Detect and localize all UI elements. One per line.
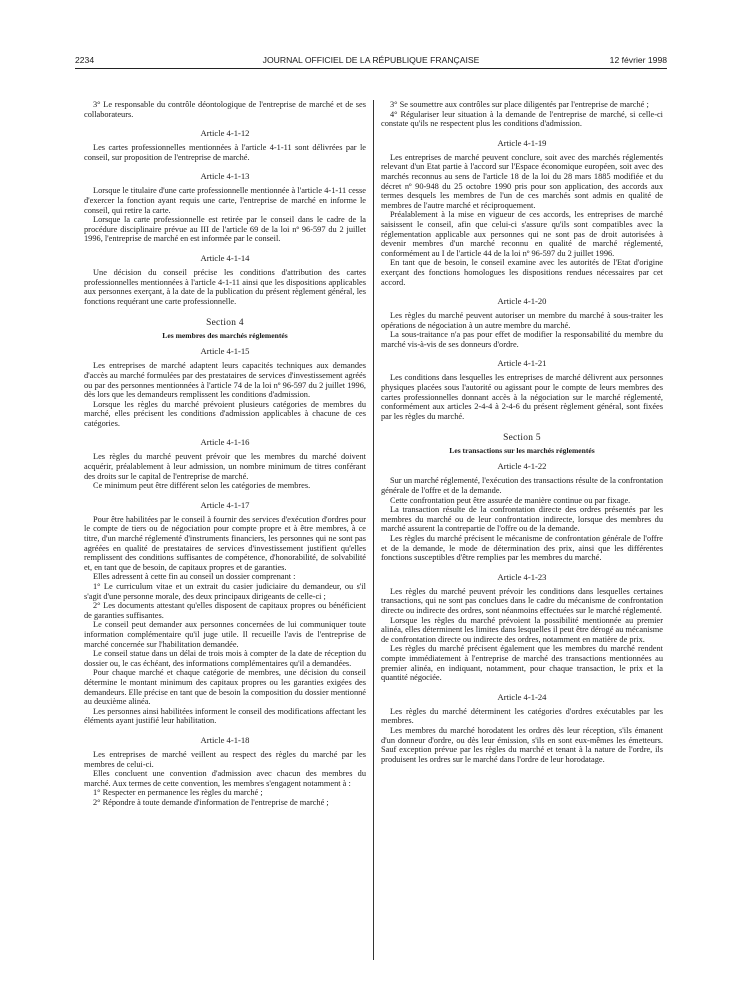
paragraph: Elles concluent une convention d'admission avec chacun des membres du marché. Aux termes de cette convention, les membres s'engagent notamment à : [84, 769, 366, 788]
paragraph: 1° Le curriculum vitae et un extrait du casier judiciaire du demandeur, ou s'il s'agit d'une personne morale, des deux principaux dirigeants de celle-ci ; [84, 582, 366, 601]
paragraph: Les entreprises de marché peuvent conclure, soit avec des marchés réglementés relevant d'un Etat partie à l'accord sur l'Espace économique européen, soit avec des marchés reconnus au sens de l'article 18 de la loi du 28 mars 1885 modifiée et du décret nº 90-948 du 25 octobre 1990 pris pour son application, des accords aux termes desquels les membres de l'un de ces marchés sont admis en qualité de membres de l'autre marché et réciproquement. [381, 152, 663, 210]
paragraph: 3° Se soumettre aux contrôles sur place diligentés par l'entreprise de marché ; [390, 100, 649, 109]
paragraph: 2° Les documents attestant qu'elles disposent de capitaux propres ou bénéficient de garanties suffisantes. [84, 601, 366, 620]
paragraph: Le conseil statue dans un délai de trois mois à compter de la date de réception du dossier ou, le cas échéant, des informations complémentaires qu'il a demandées. [84, 649, 366, 668]
article-title: Article 4-1-22 [497, 461, 547, 472]
section-title: Section 5 [503, 433, 541, 444]
article-title: Article 4-1-15 [200, 346, 250, 357]
section-subtitle: Les transactions sur les marchés réglementés [449, 446, 595, 456]
article-title: Article 4-1-14 [200, 252, 250, 263]
page-header [75, 52, 667, 69]
paragraph: Les règles du marché précisent également que les membres du marché rendent compte immédiatement à l'entreprise de marché des transactions mentionnées au premier alinéa, en indiquant, notamment, pour chaque transaction, le prix et la quantité négociée. [381, 644, 663, 683]
journal-title: JOURNAL OFFICIEL DE LA RÉPUBLIQUE FRANÇAISE [262, 55, 480, 65]
paragraph: Une décision du conseil précise les conditions d'attribution des cartes professionnelles mentionnées à l'article 4-1-11 ainsi que les dispositions applicables aux personnes exerçant, à la date de la publication du présent règlement général, les fonctions requérant une carte professionnelle. [84, 267, 366, 306]
paragraph: Cette confrontation peut être assurée de manière continue ou par fixage. [390, 495, 631, 505]
paragraph: Les entreprises de marché adaptent leurs capacités techniques aux demandes d'accès au marché formulées par des prestataires de services d'investissement agréés ou par des personnes mentionnées à l'article 74 de la loi nº 96-597 du 2 juillet 1996, dès lors que les demandeurs remplissent les conditions d'admission. [84, 361, 366, 400]
article-title: Article 4-1-21 [497, 358, 547, 369]
article-title: Article 4-1-13 [200, 171, 250, 182]
paragraph: Préalablement à la mise en vigueur de ces accords, les entreprises de marché saisissent le conseil, afin que celui-ci s'assure qu'ils sont compatibles avec la réglementation applicable aux personnes qui ne sont pas de droit autorisées à devenir membres d'un marché reconnu en qualité de marché réglementé, conformément au I de l'article 44 de la loi nº 96-597 du 2 juillet 1996. [381, 210, 663, 258]
paragraph: Les règles du marché peuvent autoriser un membre du marché à sous-traiter les opérations de négociation à un autre membre du marché. [381, 311, 663, 330]
section-title: Section 4 [206, 318, 244, 329]
article-title: Article 4-1-18 [200, 734, 250, 745]
paragraph: Sur un marché réglementé, l'exécution des transactions résulte de la confrontation générale de l'offre et de la demande. [381, 476, 663, 496]
section-subtitle: Les membres des marchés réglementés [162, 331, 288, 341]
right-column [381, 100, 663, 960]
column-divider [373, 100, 374, 960]
paragraph: Lorsque les règles du marché prévoient plusieurs catégories de membres du marché, elles précisent les conditions d'admission applicables à chacune de ces catégories. [84, 399, 366, 428]
paragraph: Les membres du marché horodatent les ordres dès leur réception, s'ils émanent d'un donneur d'ordre, ou dès leur émission, s'ils en sont eux-mêmes les émetteurs. Sauf exception prévue par les règles du marché et tenant à la nature de l'ordre, ils produisent les ordres sur le marché dans l'ordre de leur horodatage. [381, 725, 663, 764]
article-title: Article 4-1-19 [497, 137, 547, 148]
paragraph: Les conditions dans lesquelles les entreprises de marché délivrent aux personnes physiques placées sous l'autorité ou agissant pour le compte de leurs membres des cartes professionnelles donnant accès à la négociation sur le marché réglementé, conformément aux articles 2-4-4 à 2-4-6 du présent règlement général, sont fixées par les règles du marché. [381, 373, 663, 421]
article-title: Article 4-1-24 [497, 691, 547, 702]
article-title: Article 4-1-16 [200, 437, 250, 448]
paragraph: Elles adressent à cette fin au conseil un dossier comprenant : [93, 572, 296, 582]
paragraph: Pour chaque marché et chaque catégorie de membres, une décision du conseil détermine le montant minimum des capitaux propres ou les garanties exigées des demandeurs. Elle précise en tant que de besoin la composition du dossier mentionné au deuxième alinéa. [84, 668, 366, 707]
paragraph: Les cartes professionnelles mentionnées à l'article 4-1-11 sont délivrées par le conseil, sur proposition de l'entreprise de marché. [84, 143, 366, 162]
page-number: 2234 [75, 55, 95, 65]
paragraph: Les règles du marché peuvent prévoir les conditions dans lesquelles certaines transactions, qui ne sont pas conclues dans le cadre du mécanisme de confrontation directe ou indirecte des ordres, sont néanmoins effectuées sur le marché réglementé. [381, 586, 663, 615]
article-title: Article 4-1-20 [497, 296, 547, 307]
article-title: Article 4-1-23 [497, 571, 547, 582]
paragraph: 2° Répondre à toute demande d'information de l'entreprise de marché ; [93, 797, 329, 807]
paragraph: En tant que de besoin, le conseil examine avec les autorités de l'Etat d'origine exerçant des fonctions homologues les dispositions rendues nécessaires par cet accord. [381, 258, 663, 287]
paragraph: Les règles du marché précisent le mécanisme de confrontation générale de l'offre et de la demande, le mode de détermination des prix, ainsi que les différentes fonctions susceptibles d'être remplies par les membres du marché. [381, 534, 663, 563]
paragraph: Le conseil peut demander aux personnes concernées de lui communiquer toute information complémentaire qu'il juge utile. Il recueille l'avis de l'entreprise de marché concernée sur l'habilitation demandée. [84, 620, 366, 649]
paragraph: Lorsque le titulaire d'une carte professionnelle mentionnée à l'article 4-1-11 cesse d'exercer la fonction ayant requis une carte, l'entreprise de marché en informe le conseil, qui retire la carte. [84, 186, 366, 215]
paragraph: Les règles du marché déterminent les catégories d'ordres exécutables par les membres. [381, 706, 663, 726]
article-title: Article 4-1-17 [200, 499, 250, 510]
paragraph: Les règles du marché peuvent prévoir que les membres du marché doivent acquérir, préalablement à leur admission, un nombre minimum de titres conférant des droits sur le capital de l'entreprise de marché. [84, 452, 366, 481]
paragraph: Les entreprises de marché veillent au respect des règles du marché par les membres de celui-ci. [84, 749, 366, 769]
paragraph: Lorsque les règles du marché prévoient la possibilité mentionnée au premier alinéa, elles déterminent les limites dans lesquelles il peut être dérogé au mécanisme de confrontation directe ou indirecte des ordres, notamment en matière de prix. [381, 615, 663, 644]
paragraph: 4° Régulariser leur situation à la demande de l'entreprise de marché, si celle-ci constate qu'ils ne respectent plus les conditions d'admission. [381, 109, 663, 129]
paragraph: La sous-traitance n'a pas pour effet de modifier la responsabilité du membre du marché vis-à-vis de ses donneurs d'ordre. [381, 330, 663, 349]
paragraph: Pour être habilitées par le conseil à fournir des services d'exécution d'ordres pour le compte de tiers ou de négociation pour compte propre et à être membres, à ce titre, d'un marché réglementé d'instruments financiers, les personnes qui ne sont pas agréées en qualité de prestataires de services d'investissement justifient qu'elles remplissent des conditions suffisantes de compétence, d'honorabilité, de solvabilité et, en tant que de besoin, de capitaux propres et de garanties. [84, 514, 366, 572]
article-title: Article 4-1-12 [200, 128, 250, 139]
paragraph: 3° Le responsable du contrôle déontologique de l'entreprise de marché et de ses collaborateurs. [84, 100, 366, 119]
left-column [84, 100, 366, 962]
paragraph: La transaction résulte de la confrontation directe des ordres présentés par les membres du marché ou de leur confrontation indirecte, lorsque des membres du marché assurent la contrepartie de l'offre ou de la demande. [381, 505, 663, 534]
publication-date: 12 février 1998 [609, 55, 667, 65]
paragraph: 1° Respecter en permanence les règles du marché ; [93, 788, 263, 798]
paragraph: Les personnes ainsi habilitées informent le conseil des modifications affectant les éléments ayant justifié leur habilitation. [84, 706, 366, 726]
paragraph: Ce minimum peut être différent selon les catégories de membres. [93, 481, 311, 491]
paragraph: Lorsque la carte professionnelle est retirée par le conseil dans le cadre de la procédure disciplinaire prévue au III de l'article 69 de la loi nº 96-597 du 2 juillet 1996, l'entreprise de marché en est informée par le conseil. [84, 215, 366, 244]
